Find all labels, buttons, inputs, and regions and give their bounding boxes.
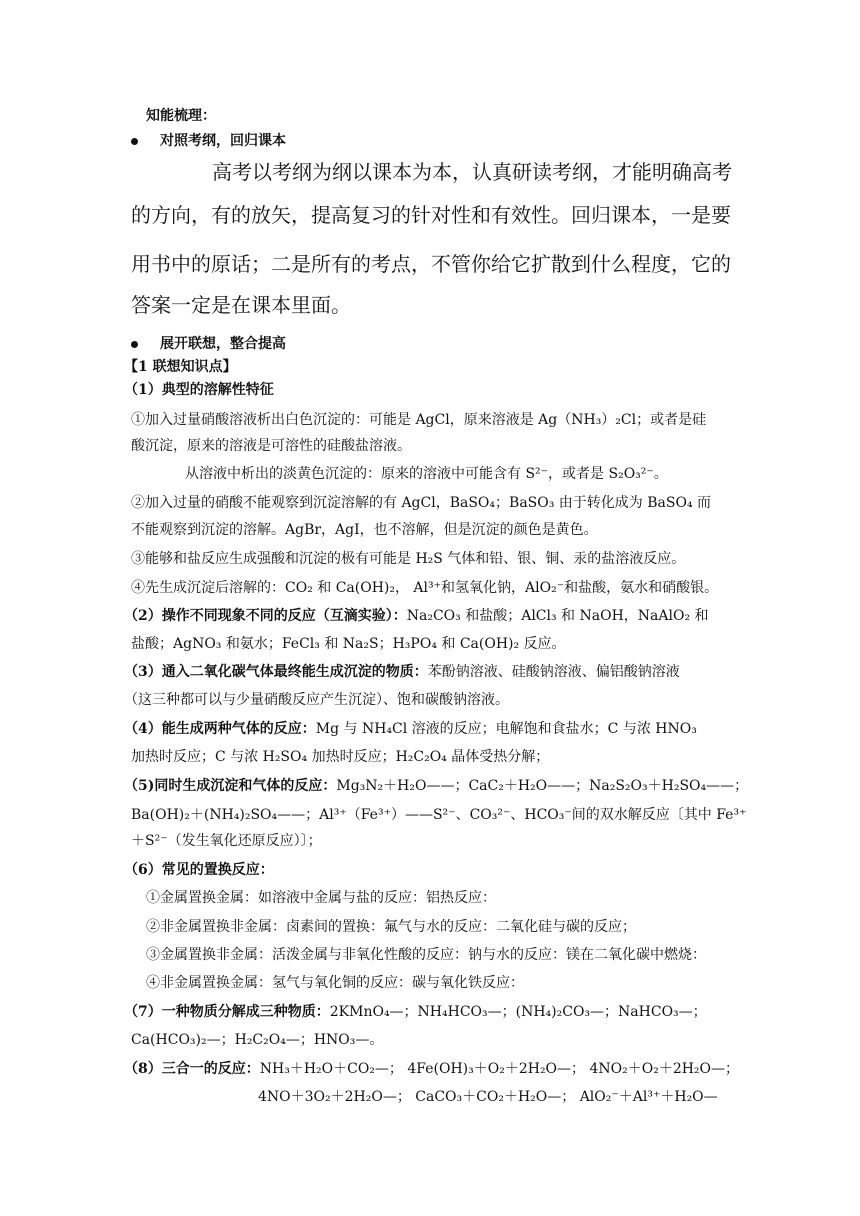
item-text: ②非金属置换非金属：卤素间的置换：氟气与水的反应：二氧化硅与碳的反应； <box>146 919 636 935</box>
item-text: 2KMnO₄—；NH₄HCO₃—；(NH₄)₂CO₃—；NaHCO₃—； <box>329 1004 707 1020</box>
item-text: ③金属置换非金属：活泼金属与非氧化性酸的反应：钠与水的反应：镁在二氧化碳中燃烧： <box>146 947 706 963</box>
item-text: ＋S²⁻（发生氧化还原反应）〕； <box>131 833 322 849</box>
item-text: 酸沉淀，原来的溶液是可溶性的硅酸盐溶液。 <box>131 438 411 454</box>
item-line <box>124 1002 707 1022</box>
item-text: ④先生成沉淀后溶解的：CO₂ 和 Ca(OH)₂， Al³⁺和氢氧化钠，AlO₂⁻和盐酸，氨水和硝酸银。 <box>131 580 719 596</box>
item-text: ④非金属置换金属：氢气与氧化铜的反应：碳与氧化铁反应： <box>146 975 524 991</box>
heading: 知能梳理： <box>146 108 216 124</box>
bullet-dot <box>131 341 138 348</box>
section1-para-line: 用书中的原话；二是所有的考点，不管你给它扩散到什么程度，它的 <box>131 252 731 276</box>
item-title: （6）常见的置换反应： <box>124 862 274 878</box>
item-line <box>124 719 697 739</box>
item-text: 4NO＋3O₂＋2H₂O—； CaCO₃＋CO₂＋H₂O—； AlO₂⁻＋Al³⁺＋H₂O— <box>258 1089 718 1105</box>
item-text: （这三种都可以与少量硝酸反应产生沉淀）、饱和碳酸钠溶液。 <box>124 692 509 708</box>
item-title: （5)同时生成沉淀和气体的反应： <box>124 778 337 794</box>
section1-para-line: 的方向，有的放矢，提高复习的针对性和有效性。回归课本，一是要 <box>131 203 731 227</box>
item-line <box>124 662 680 682</box>
item-text: 不能观察到沉淀的溶解。AgBr，AgI，也不溶解，但是沉淀的颜色是黄色。 <box>131 522 598 538</box>
item-text: Ca(HCO₃)₂—；H₂C₂O₄—；HNO₃—。 <box>131 1032 384 1048</box>
item-line <box>124 606 709 626</box>
item-text: Mg 与 NH₄Cl 溶液的反应；电解饱和食盐水；C 与浓 HNO₃ <box>315 721 697 737</box>
item-line <box>124 1059 739 1079</box>
section1-para-line: 高考以考纲为纲以课本为本，认真研读考纲，才能明确高考 <box>212 160 732 184</box>
item-title: （3）通入二氧化碳气体最终能生成沉淀的物质： <box>124 664 428 680</box>
item-text: Na₂CO₃ 和盐酸；AlCl₃ 和 NaOH，NaAlO₂ 和 <box>406 608 709 624</box>
item-text: 盐酸；AgNO₃ 和氨水；FeCl₃ 和 Na₂S；H₃PO₄ 和 Ca(OH)₂ 反应。 <box>131 636 566 652</box>
item-title: （1）典型的溶解性特征 <box>124 382 274 398</box>
section2-title: 展开联想，整合提高 <box>160 336 286 352</box>
section1-title: 对照考纲，回归课本 <box>160 133 286 149</box>
item-text: Ba(OH)₂＋(NH₄)₂SO₄——；Al³⁺（Fe³⁺）——S²⁻、CO₃²⁻、HCO₃⁻间的双水解反应〔其中 Fe³⁺ <box>131 807 747 823</box>
item-title: （7）一种物质分解成三种物质： <box>124 1004 330 1020</box>
item-text: ①金属置换金属：如溶液中金属与盐的反应：铝热反应： <box>146 890 496 906</box>
bullet-dot <box>131 138 138 145</box>
item-text: ③能够和盐反应生成强酸和沉淀的极有可能是 H₂S 气体和铅、银、铜、汞的盐溶液反应。 <box>131 551 686 567</box>
item-text: 苯酚钠溶液、硅酸钠溶液、偏铝酸钠溶液 <box>427 664 680 680</box>
item-text: 从溶液中析出的淡黄色沉淀的：原来的溶液中可能含有 S²⁻，或者是 S₂O₃²⁻。 <box>185 466 668 482</box>
item-title: （8）三合一的反应： <box>124 1061 260 1077</box>
item-title: （2）操作不同现象不同的反应（互滴实验）： <box>124 608 407 624</box>
item-text: ①加入过量硝酸溶液析出白色沉淀的：可能是 AgCl，原来溶液是 Ag（NH₃）₂Cl；或者是硅 <box>131 412 707 428</box>
item-text: Mg₃N₂＋H₂O——；CaC₂＋H₂O——；Na₂S₂O₃＋H₂SO₄——； <box>336 778 749 794</box>
section1-para-line: 答案一定是在课本里面。 <box>131 293 351 317</box>
item-line <box>124 776 748 796</box>
item-text: 加热时反应；C 与浓 H₂SO₄ 加热时反应；H₂C₂O₄ 晶体受热分解； <box>131 749 550 765</box>
item-text: NH₃＋H₂O＋CO₂—； 4Fe(OH)₃＋O₂＋2H₂O—； 4NO₂＋O₂＋2H₂O—； <box>259 1061 740 1077</box>
item-text: ②加入过量的硝酸不能观察到沉淀溶解的有 AgCl，BaSO₄；BaSO₃ 由于转化成为 BaSO₄ 而 <box>131 495 712 511</box>
section2-subtitle: 【1 联想知识点】 <box>124 359 237 375</box>
item-title: （4）能生成两种气体的反应： <box>124 721 316 737</box>
